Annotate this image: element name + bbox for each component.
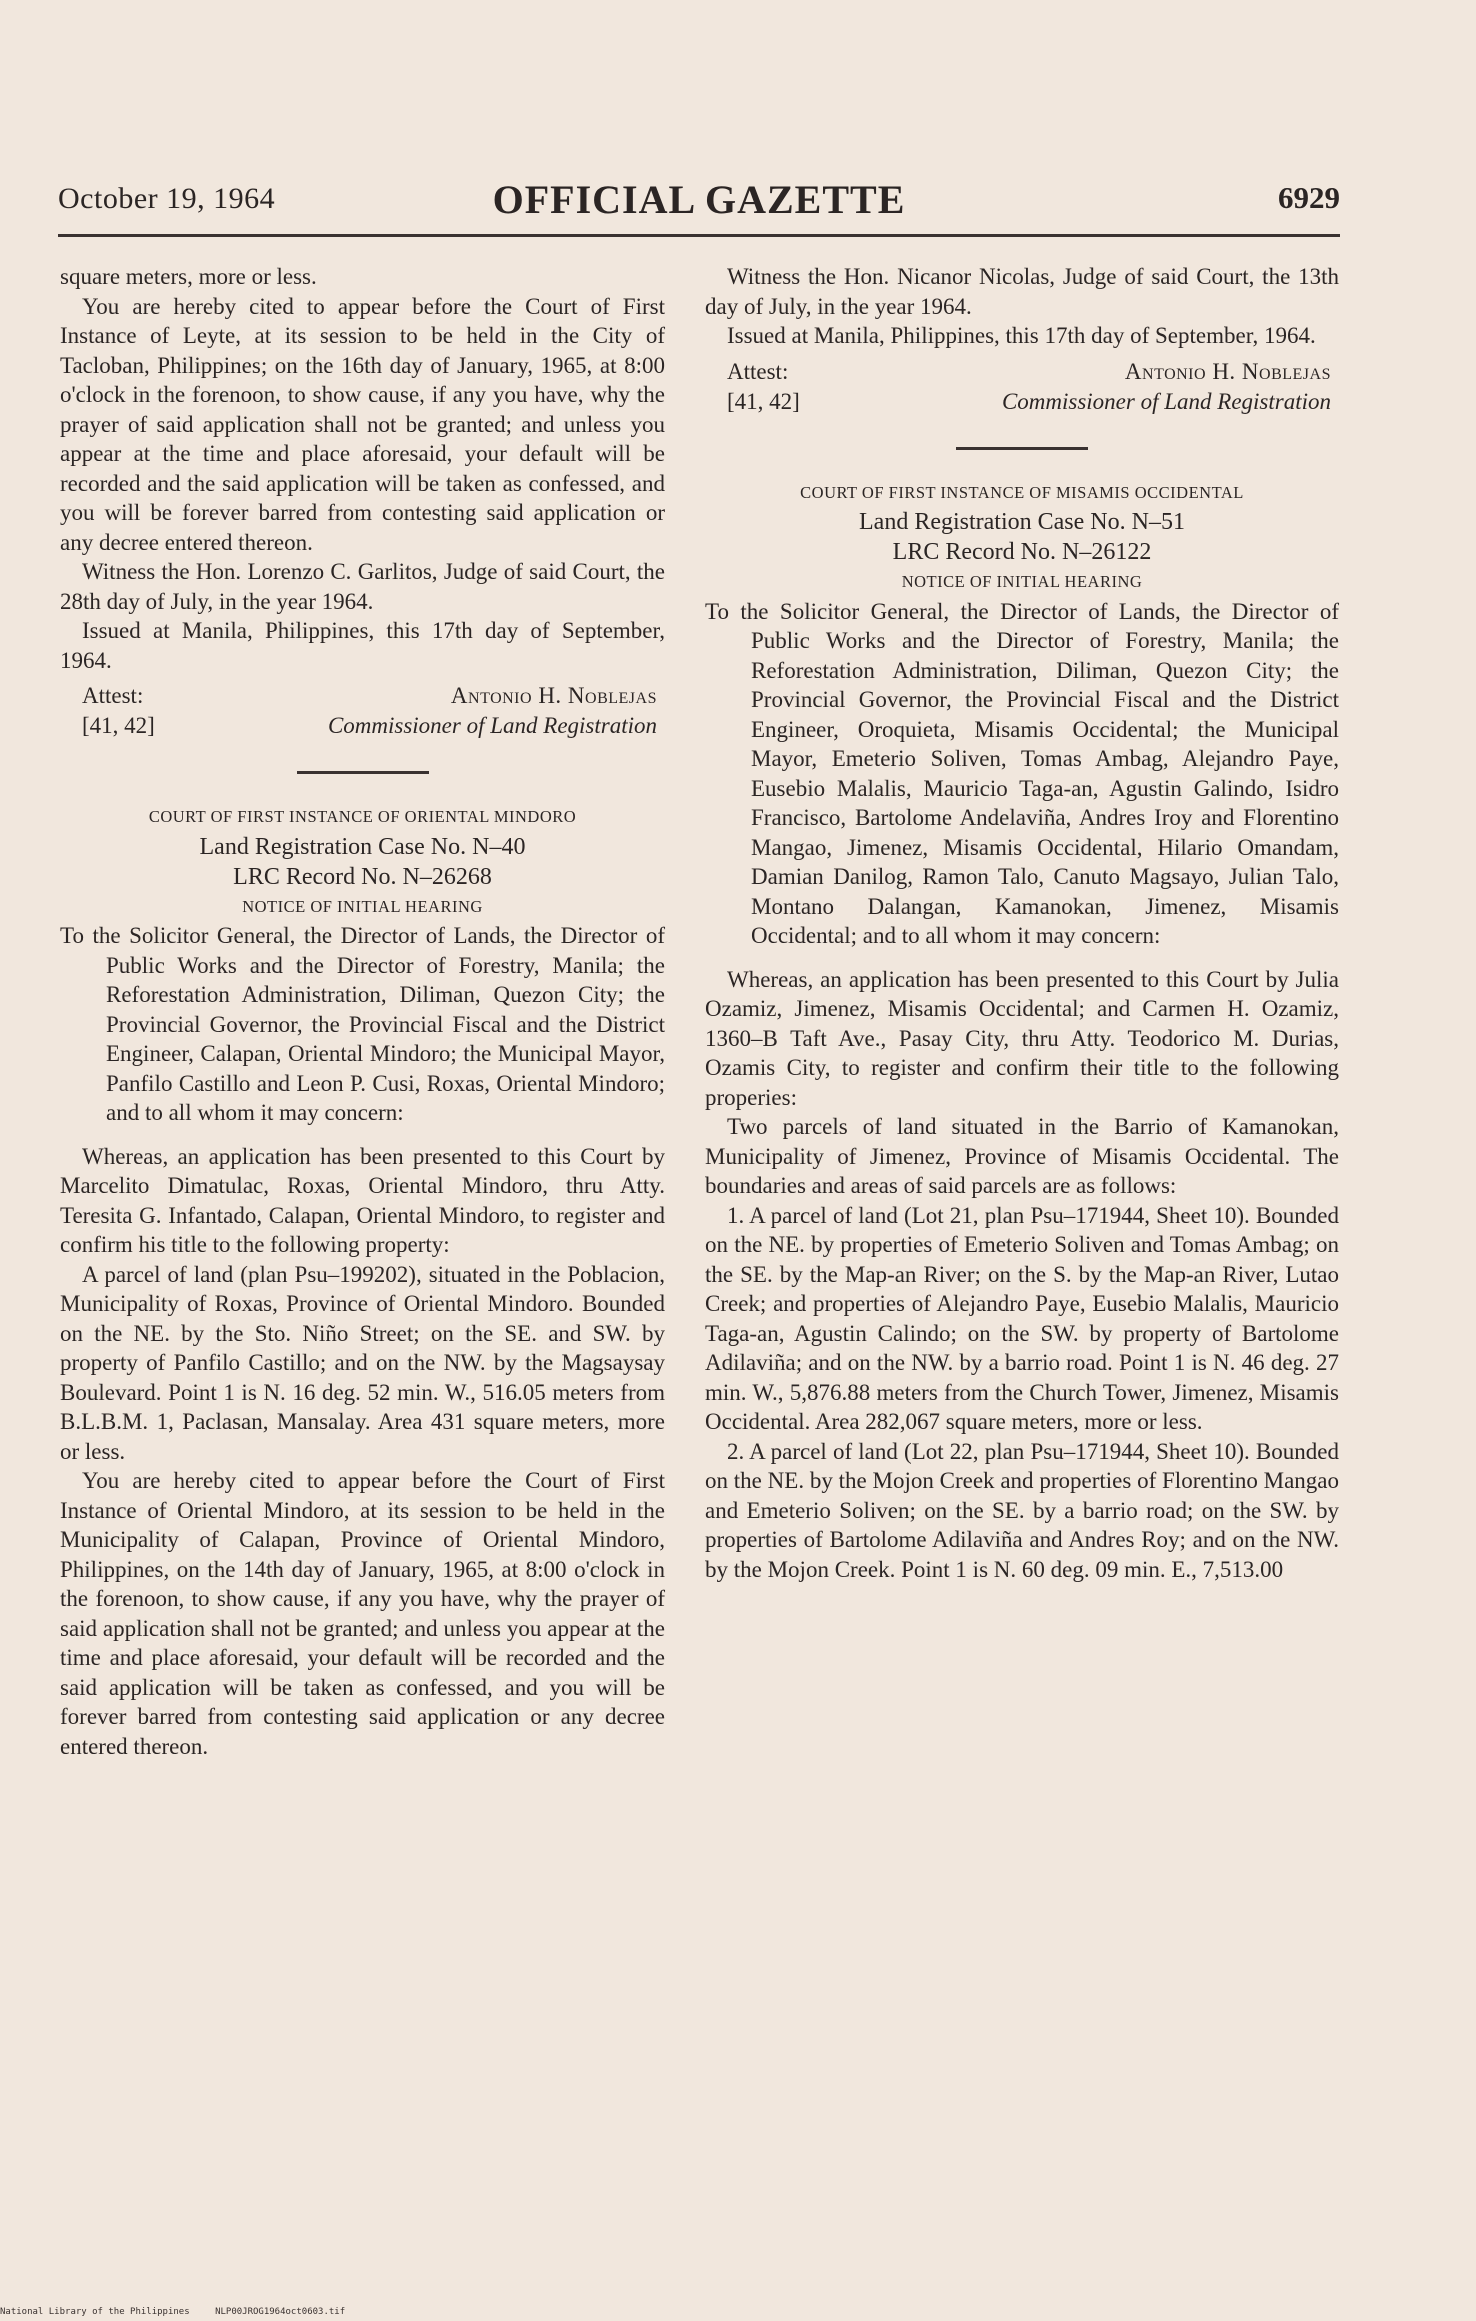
paragraph: Issued at Manila, Philippines, this 17th day of September, 1964. xyxy=(727,323,1316,348)
case-number: Land Registration Case No. N–40 xyxy=(199,833,526,860)
attest-reference: [41, 42] xyxy=(82,713,155,738)
lrc-record: LRC Record No. N–26122 xyxy=(892,539,1152,565)
notice-heading: NOTICE OF INITIAL HEARING xyxy=(901,572,1143,591)
attest-name: Antonio H. Noblejas xyxy=(1124,358,1331,384)
right-column xyxy=(705,262,1339,1584)
attest-reference: [41, 42] xyxy=(727,388,800,414)
paragraph: A parcel of land (plan Psu–199202), situated in the Poblacion, Municipality of Roxas, Province of Oriental Mindoro. Bounded on the NE. by the Sto. Niño Street; on the SE. and SW. by property of Panfilo Castillo; and on the NW. by the Magsaysay Boulevard. Point 1 is N. 16 deg. 52 min. W., 516.05 meters from B.L.B.M. 1, Paclasan, Mansalay. Area 431 square meters, more or less. xyxy=(60,1261,665,1464)
attest-title: Commissioner of Land Registration xyxy=(327,713,657,738)
paragraph: Witness the Hon. Lorenzo C. Garlitos, Judge of said Court, the 28th day of July, in the year 1964. xyxy=(60,559,665,614)
paragraph: Issued at Manila, Philippines, this 17th day of September, 1964. xyxy=(60,618,665,673)
attestation xyxy=(705,357,1339,421)
paragraph: You are hereby cited to appear before the Court of First Instance of Leyte, at its session to be held in the City of Tacloban, Philippines; on the 16th day of January, 1965, at 8:00 o'clock in the forenoon, to show cause, if any you have, why the prayer of said application shall not be granted; and unless you appear at the time and place aforesaid, your default will be recorded and the said application will be taken as confessed, and you will be forever barred from contesting said application or any decree entered thereon. xyxy=(60,293,665,555)
header-rule xyxy=(58,234,1340,237)
paragraph: 2. A parcel of land (Lot 22, plan Psu–171944, Sheet 10). Bounded on the NE. by the Mojon Creek and properties of Florentino Mangao and Emeterio Soliven; on the SE. by a barrio road; on the SW. by properties of Bartolome Adilaviña and Andres Roy; and on the NW. by the Mojon Creek. Point 1 is N. 60 deg. 09 min. E., 7,513.00 xyxy=(705,1438,1339,1582)
attest-label: Attest: xyxy=(82,683,144,708)
section-divider xyxy=(956,447,1088,450)
section-divider xyxy=(297,771,429,774)
attest-label: Attest: xyxy=(727,358,789,384)
issue-date: October 19, 1964 xyxy=(58,182,276,215)
paragraph: 1. A parcel of land (Lot 21, plan Psu–171944, Sheet 10). Bounded on the NE. by properties of Emeterio Soliven and Tomas Ambag; on the SE. by the Map-an River; on the S. by the Map-an River, Lutao Creek; and properties of Alejandro Paye, Eusebio Malalis, Mauricio Taga-an, Agustin Calindo; on the SW. by property of Bartolome Adilaviña; and on the NW. by a barrio road. Point 1 is N. 46 deg. 27 min. W., 5,876.88 meters from the Church Tower, Jimenez, Misamis Occidental. Area 282,067 square meters, more or less. xyxy=(705,1202,1339,1434)
attest-name: Antonio H. Noblejas xyxy=(450,683,657,708)
paragraph: Whereas, an application has been presented to this Court by Julia Ozamiz, Jimenez, Misamis Occidental; and Carmen H. Ozamiz, 1360–B Taft Ave., Pasay City, thru Atty. Teodorico M. Durias, Ozamis City, to register and confirm their title to the following properies: xyxy=(705,966,1339,1110)
attestation xyxy=(60,681,665,745)
notice-heading: NOTICE OF INITIAL HEARING xyxy=(242,896,483,916)
paragraph: Two parcels of land situated in the Barrio of Kamanokan, Municipality of Jimenez, Province of Misamis Occidental. The boundaries and areas of said parcels are as follows: xyxy=(705,1114,1339,1198)
addressee-paragraph: To the Solicitor General, the Director of Lands, the Director of Public Works and the Director of Forestry, Manila; the Reforestation Administration, Diliman, Quezon City; the Provincial Governor, the Provincial Fiscal and the District Engineer, Calapan, Oriental Mindoro; the Municipal Mayor, Panfilo Castillo and Leon P. Cusi, Roxas, Oriental Mindoro; and to all whom it may concern: xyxy=(60,923,665,1125)
paragraph: You are hereby cited to appear before the Court of First Instance of Oriental Mindoro, at its session to be held in the Municipality of Calapan, Province of Oriental Mindoro, Philippines, on the 14th day of January, 1965, at 8:00 o'clock in the forenoon, to show cause, if any you have, why the prayer of said application shall not be granted; and unless you appear at the time and place aforesaid, your default will be recorded and the said application will be taken as confessed, and you will be forever barred from contesting said application or any decree entered thereon. xyxy=(60,1468,665,1759)
paragraph: square meters, more or less. xyxy=(60,264,317,289)
addressee-paragraph: To the Solicitor General, the Director of Lands, the Director of Public Works and the Director of Forestry, Manila; the Reforestation Administration, Diliman, Quezon City; the Provincial Governor, the Provincial Fiscal and the District Engineer, Oroquieta, Misamis Occidental; the Municipal Mayor, Emeterio Soliven, Tomas Ambag, Alejandro Paye, Eusebio Malalis, Mauricio Taga-an, Agustin Galindo, Isidro Francisco, Bartolome Andelaviña, Andres Iroy and Florentino Mangao, Jimenez, Misamis Occidental, Hilario Omandam, Damian Danilog, Ramon Talo, Canuto Magsayo, Julian Talo, Montano Dalangan, Kamanokan, Jimenez, Misamis Occidental; and to all whom it may concern: xyxy=(705,598,1339,948)
page-number: 6929 xyxy=(1278,180,1340,215)
left-column xyxy=(60,262,665,1761)
court-heading: COURT OF FIRST INSTANCE OF MISAMIS OCCIDENTAL xyxy=(800,482,1244,502)
footer-library: National Library of the Philippines xyxy=(0,2307,190,2317)
lrc-record: LRC Record No. N–26268 xyxy=(233,863,492,890)
page-header xyxy=(58,177,1340,224)
attest-title: Commissioner of Land Registration xyxy=(1001,388,1331,414)
paragraph: Whereas, an application has been presented to this Court by Marcelito Dimatulac, Roxas, Oriental Mindoro, thru Atty. Teresita G. Infantado, Calapan, Oriental Mindoro, to register and confirm his title to the following property: xyxy=(60,1143,665,1257)
paragraph: Witness the Hon. Nicanor Nicolas, Judge of said Court, the 13th day of July, in the year 1964. xyxy=(705,264,1339,319)
footer-file: NLP00JROG1964oct0603.tif xyxy=(215,2307,346,2317)
publication-title: OFFICIAL GAZETTE xyxy=(492,177,906,222)
court-heading: COURT OF FIRST INSTANCE OF ORIENTAL MINDORO xyxy=(148,807,577,826)
case-number: Land Registration Case No. N–51 xyxy=(859,509,1185,535)
scan-footer xyxy=(0,2307,365,2317)
